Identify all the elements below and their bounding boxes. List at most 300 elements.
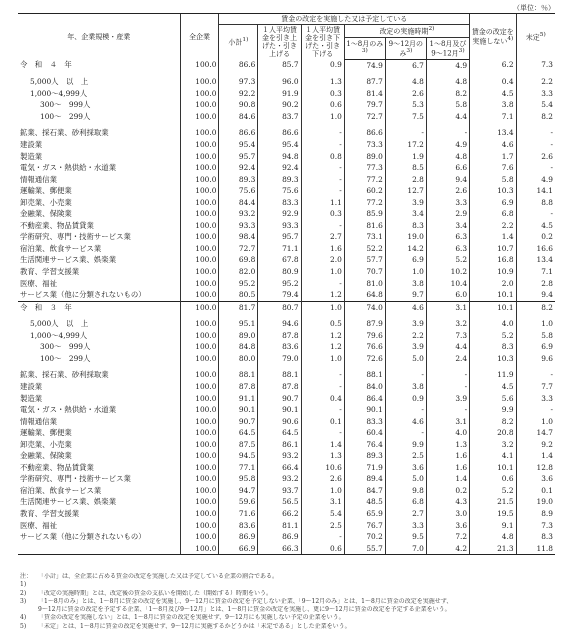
- cell-value: 6.8: [470, 208, 516, 220]
- cell-value: 100.0: [180, 197, 219, 209]
- cell-value: 81.6: [344, 220, 385, 232]
- cell-value: 21.5: [470, 496, 516, 508]
- cell-value: 3.3: [426, 197, 469, 209]
- cell-value: 87.8: [219, 381, 258, 393]
- cell-value: 100.0: [180, 341, 219, 353]
- cell-value: 100.0: [180, 278, 219, 290]
- cell-value: 86.6: [219, 127, 258, 139]
- cell-value: 5.8: [516, 330, 555, 342]
- cell-value: 3.6: [385, 462, 426, 474]
- cell-value: 3.9: [385, 318, 426, 330]
- cell-value: 93.2: [219, 208, 258, 220]
- cell-value: 100.0: [180, 508, 219, 520]
- cell-value: 0.6: [301, 543, 344, 555]
- cell-value: 10.2: [426, 266, 469, 278]
- cell-value: -: [516, 127, 555, 139]
- cell-value: 89.3: [258, 174, 301, 186]
- footnote-key: 3): [20, 597, 27, 605]
- cell-value: 5.3: [385, 99, 426, 111]
- cell-value: 4.8: [385, 76, 426, 88]
- cell-value: 0.8: [301, 151, 344, 163]
- row-label: 鉱業、採石業、砂利採取業: [20, 370, 109, 380]
- cell-value: 79.4: [258, 289, 301, 301]
- table-row: [18, 151, 555, 163]
- cell-value: -: [516, 208, 555, 220]
- cell-value: 89.0: [344, 151, 385, 163]
- cell-value: 0.3: [301, 88, 344, 100]
- cell-value: 95.7: [258, 231, 301, 243]
- row-label: 卸売業、小売業: [20, 197, 72, 207]
- cell-value: 7.7: [516, 381, 555, 393]
- cell-value: 8.8: [516, 197, 555, 209]
- cell-value: 7.5: [385, 111, 426, 123]
- table-row: [18, 473, 555, 485]
- cell-value: 11.8: [516, 543, 555, 555]
- cell-value: 66.2: [258, 508, 301, 520]
- cell-value: 1.6: [426, 450, 469, 462]
- cell-value: 1.0: [301, 111, 344, 123]
- cell-value: 76.7: [344, 520, 385, 532]
- table-row: [18, 174, 555, 186]
- cell-value: 10.3: [470, 185, 516, 197]
- cell-value: -: [301, 369, 344, 381]
- cell-value: 0.3: [301, 208, 344, 220]
- cell-value: 5.0: [385, 353, 426, 365]
- row-label: 生活関連サービス業、娯楽業: [20, 497, 117, 507]
- cell-value: 8.3: [470, 341, 516, 353]
- row-label: 学術研究、専門・技術サービス業: [20, 474, 131, 484]
- cell-value: 94.7: [219, 485, 258, 497]
- cell-value: 84.7: [344, 485, 385, 497]
- cell-value: 95.2: [258, 278, 301, 290]
- cell-value: -: [516, 404, 555, 416]
- cell-value: 86.1: [258, 439, 301, 451]
- cell-value: 93.2: [258, 450, 301, 462]
- cell-value: 5.4: [301, 508, 344, 520]
- cell-value: 3.0: [426, 508, 469, 520]
- footnote: [20, 590, 560, 598]
- cell-value: 72.7: [219, 243, 258, 255]
- row-label: 100～ 299人: [40, 353, 91, 363]
- table-row: [18, 462, 555, 474]
- row-label: 1,000～4,999人: [30, 88, 88, 98]
- header-raise: １人平均賃金を引き上げた・引き上げる: [258, 25, 301, 60]
- row-label: 卸売業、小売業: [20, 439, 72, 449]
- cell-value: 3.4: [385, 208, 426, 220]
- cell-value: -: [301, 174, 344, 186]
- cell-value: 0.4: [470, 76, 516, 88]
- table-row: [18, 439, 555, 451]
- cell-value: 5.8: [470, 174, 516, 186]
- table-row: [18, 330, 555, 342]
- cell-value: 13.4: [470, 127, 516, 139]
- cell-value: 11.9: [470, 369, 516, 381]
- cell-value: 8.2: [470, 416, 516, 428]
- cell-value: 0.9: [385, 393, 426, 405]
- table-row: [18, 208, 555, 220]
- cell-value: 97.3: [219, 76, 258, 88]
- cell-value: 2.6: [426, 185, 469, 197]
- cell-value: 94.6: [258, 318, 301, 330]
- cell-value: 56.5: [258, 496, 301, 508]
- table-row: [18, 231, 555, 243]
- cell-value: 88.1: [344, 369, 385, 381]
- cell-value: -: [301, 185, 344, 197]
- cell-value: 2.8: [385, 174, 426, 186]
- row-label: 建設業: [20, 140, 43, 150]
- cell-value: 100.0: [180, 231, 219, 243]
- cell-value: 1.1: [301, 197, 344, 209]
- cell-value: 3.2: [426, 318, 469, 330]
- row-label: 運輸業、郵便業: [20, 186, 72, 196]
- cell-value: 1.3: [426, 439, 469, 451]
- header-all: 全企業: [180, 14, 219, 60]
- cell-value: 80.5: [219, 289, 258, 301]
- cell-value: 10.1: [470, 289, 516, 301]
- unit-label: （単位：％）: [513, 4, 555, 12]
- row-label: 運輸業、郵便業: [20, 428, 72, 438]
- table-row: [18, 139, 555, 151]
- cell-value: 73.3: [344, 139, 385, 151]
- table-row: [18, 353, 555, 365]
- cell-value: 4.9: [516, 174, 555, 186]
- cell-value: 88.1: [258, 369, 301, 381]
- cell-value: 13.4: [516, 254, 555, 266]
- row-label: 教育、学習支援業: [20, 267, 80, 277]
- row-label: 300～ 999人: [40, 100, 91, 110]
- footnote-key: 2): [20, 589, 27, 597]
- cell-value: 4.6: [470, 139, 516, 151]
- cell-value: 2.5: [385, 450, 426, 462]
- table-row: [18, 543, 555, 555]
- cell-value: 87.5: [219, 439, 258, 451]
- cell-value: 4.3: [426, 496, 469, 508]
- cell-value: 6.2: [470, 59, 516, 71]
- cell-value: 83.3: [258, 197, 301, 209]
- cell-value: 90.2: [258, 99, 301, 111]
- cell-value: 9.8: [385, 485, 426, 497]
- cell-value: 0.2: [516, 231, 555, 243]
- cell-value: 3.8: [470, 99, 516, 111]
- cell-value: 69.8: [219, 254, 258, 266]
- cell-value: 4.8: [426, 151, 469, 163]
- cell-value: 8.2: [516, 111, 555, 123]
- table-row: [18, 197, 555, 209]
- cell-value: 19.0: [516, 496, 555, 508]
- cell-value: 5.6: [470, 393, 516, 405]
- cell-value: 1.6: [426, 462, 469, 474]
- cell-value: 2.7: [301, 231, 344, 243]
- cell-value: 17.2: [385, 139, 426, 151]
- cell-value: 4.4: [426, 111, 469, 123]
- cell-value: 91.1: [219, 393, 258, 405]
- row-label: 令 和 ３ 年: [18, 301, 180, 313]
- header-t3: 1～8月及び9～12月$^{3)}$: [426, 38, 469, 60]
- cell-value: 84.0: [344, 381, 385, 393]
- cell-value: 74.9: [344, 59, 385, 71]
- cell-value: 10.6: [301, 462, 344, 474]
- cell-value: -: [301, 427, 344, 439]
- cell-value: 91.9: [258, 88, 301, 100]
- cell-value: 84.4: [219, 197, 258, 209]
- cell-value: 100.0: [180, 127, 219, 139]
- row-label: 宿泊業、飲食サービス業: [20, 243, 102, 253]
- cell-value: 2.0: [470, 278, 516, 290]
- cell-value: 2.6: [301, 473, 344, 485]
- cell-value: 8.9: [516, 508, 555, 520]
- cell-value: 98.4: [219, 231, 258, 243]
- cell-value: 6.9: [385, 254, 426, 266]
- cell-value: 14.2: [385, 243, 426, 255]
- cell-value: 8.3: [516, 531, 555, 543]
- cell-value: 100.0: [180, 174, 219, 186]
- footnote: [20, 606, 560, 614]
- cell-value: 100.0: [180, 531, 219, 543]
- table-row: [18, 278, 555, 290]
- cell-value: 3.4: [426, 220, 469, 232]
- table-row: [18, 508, 555, 520]
- cell-value: 3.3: [516, 393, 555, 405]
- wage-revision-table: [18, 13, 555, 555]
- cell-value: 74.0: [344, 301, 385, 313]
- cell-value: 100.0: [180, 520, 219, 532]
- cell-value: 4.8: [470, 531, 516, 543]
- row-label: 100～ 299人: [40, 111, 91, 121]
- cell-value: 1.0: [516, 318, 555, 330]
- cell-value: 100.0: [180, 439, 219, 451]
- cell-value: 76.6: [344, 341, 385, 353]
- cell-value: 3.8: [385, 381, 426, 393]
- cell-value: 2.8: [516, 278, 555, 290]
- cell-value: 92.4: [219, 162, 258, 174]
- cell-value: 67.8: [258, 254, 301, 266]
- cell-value: 12.7: [385, 185, 426, 197]
- cell-value: 100.0: [180, 330, 219, 342]
- cell-value: 88.1: [219, 369, 258, 381]
- cell-value: 64.8: [344, 289, 385, 301]
- header-stub: 年、企業規模・産業: [18, 14, 180, 60]
- footnote-key: 注：1): [20, 573, 33, 589]
- cell-value: 52.2: [344, 243, 385, 255]
- cell-value: 95.4: [219, 139, 258, 151]
- cell-value: 9.1: [470, 520, 516, 532]
- row-label: 1,000～4,999人: [30, 330, 88, 340]
- cell-value: 1.3: [301, 450, 344, 462]
- cell-value: 5.8: [426, 99, 469, 111]
- cell-value: 77.3: [344, 162, 385, 174]
- cell-value: 7.3: [516, 520, 555, 532]
- cell-value: 59.6: [219, 496, 258, 508]
- cell-value: 7.3: [426, 330, 469, 342]
- cell-value: 90.8: [219, 99, 258, 111]
- cell-value: 7.3: [516, 59, 555, 71]
- cell-value: 64.5: [258, 427, 301, 439]
- cell-value: -: [516, 139, 555, 151]
- cell-value: 86.6: [219, 59, 258, 71]
- cell-value: 0.2: [426, 485, 469, 497]
- table-row: [18, 99, 555, 111]
- cell-value: 72.6: [344, 353, 385, 365]
- cell-value: 4.1: [470, 450, 516, 462]
- cell-value: -: [385, 127, 426, 139]
- cell-value: 8.2: [426, 88, 469, 100]
- table-row: [18, 531, 555, 543]
- row-label: 学術研究、専門・技術サービス業: [20, 232, 131, 242]
- cell-value: 81.7: [219, 301, 258, 313]
- row-label: 教育、学習支援業: [20, 508, 80, 518]
- cell-value: 1.0: [301, 485, 344, 497]
- cell-value: 100.0: [180, 369, 219, 381]
- cell-value: 3.6: [426, 520, 469, 532]
- cell-value: 96.0: [258, 76, 301, 88]
- row-label: 5,000人 以 上: [30, 77, 89, 87]
- cell-value: 0.6: [470, 473, 516, 485]
- cell-value: 80.0: [219, 353, 258, 365]
- cell-value: 1.0: [516, 416, 555, 428]
- cell-value: 3.9: [385, 197, 426, 209]
- row-label: 医療、福祉: [20, 520, 57, 530]
- cell-value: 3.1: [301, 496, 344, 508]
- cell-value: 86.9: [219, 531, 258, 543]
- cell-value: -: [385, 427, 426, 439]
- cell-value: 90.7: [258, 393, 301, 405]
- cell-value: 2.6: [516, 151, 555, 163]
- row-label: 製造業: [20, 393, 43, 403]
- cell-value: -: [301, 139, 344, 151]
- cell-value: -: [516, 162, 555, 174]
- cell-value: 1.6: [301, 243, 344, 255]
- cell-value: 2.2: [385, 330, 426, 342]
- cell-value: 4.2: [426, 543, 469, 555]
- cell-value: 60.4: [344, 427, 385, 439]
- row-label: 金融業、保険業: [20, 451, 72, 461]
- table-row: [18, 289, 555, 301]
- cell-value: 5.2: [470, 330, 516, 342]
- cell-value: -: [426, 369, 469, 381]
- cell-value: 100.0: [180, 99, 219, 111]
- cell-value: 3.3: [385, 520, 426, 532]
- cell-value: 80.7: [258, 301, 301, 313]
- cell-value: 77.2: [344, 197, 385, 209]
- cell-value: 71.6: [219, 508, 258, 520]
- cell-value: 1.4: [426, 473, 469, 485]
- cell-value: 64.5: [219, 427, 258, 439]
- cell-value: 92.4: [258, 162, 301, 174]
- cell-value: 92.9: [258, 208, 301, 220]
- cell-value: 6.7: [385, 59, 426, 71]
- cell-value: -: [301, 404, 344, 416]
- cell-value: 0.1: [516, 485, 555, 497]
- cell-value: 100.0: [180, 416, 219, 428]
- row-label: 電気・ガス・熱供給・水道業: [20, 163, 117, 173]
- cell-value: 84.8: [219, 341, 258, 353]
- cell-value: 2.9: [426, 208, 469, 220]
- cell-value: 3.9: [385, 341, 426, 353]
- cell-value: 21.3: [470, 543, 516, 555]
- cell-value: 89.3: [344, 450, 385, 462]
- cell-value: 83.6: [219, 520, 258, 532]
- row-label: 医療、福祉: [20, 278, 57, 288]
- footnote: [20, 573, 560, 590]
- cell-value: 66.3: [258, 543, 301, 555]
- cell-value: 6.0: [426, 289, 469, 301]
- cell-value: 90.7: [219, 416, 258, 428]
- table-row: [18, 318, 555, 330]
- cell-value: 10.1: [470, 462, 516, 474]
- table-row: [18, 496, 555, 508]
- cell-value: 0.6: [301, 99, 344, 111]
- cell-value: 77.2: [344, 174, 385, 186]
- row-label: サービス業（他に分類されないもの）: [20, 290, 146, 300]
- cell-value: 85.9: [344, 208, 385, 220]
- cell-value: 1.4: [301, 439, 344, 451]
- cell-value: 3.3: [516, 88, 555, 100]
- cell-value: 76.4: [344, 439, 385, 451]
- cell-value: 60.2: [344, 185, 385, 197]
- cell-value: 3.2: [470, 439, 516, 451]
- cell-value: 6.3: [426, 243, 469, 255]
- cell-value: 10.9: [470, 266, 516, 278]
- table-row: [18, 243, 555, 255]
- cell-value: 100.0: [180, 208, 219, 220]
- row-label: 情報通信業: [20, 416, 57, 426]
- footnote: [20, 598, 560, 606]
- cell-value: 87.7: [344, 76, 385, 88]
- cell-value: 89.3: [219, 174, 258, 186]
- cell-value: 100.0: [180, 88, 219, 100]
- cell-value: 14.7: [516, 427, 555, 439]
- cell-value: 1.0: [301, 301, 344, 313]
- cell-value: 7.1: [516, 266, 555, 278]
- cell-value: 1.2: [301, 330, 344, 342]
- cell-value: 1.4: [470, 231, 516, 243]
- cell-value: 89.0: [219, 330, 258, 342]
- cell-value: 93.3: [219, 220, 258, 232]
- footnote-text: 「改定の実施時期」とは、改定後の賃金の支払いを開始した（開始する）時期をいう。: [38, 589, 273, 597]
- cell-value: 100.0: [180, 318, 219, 330]
- cell-value: 8.5: [385, 162, 426, 174]
- cell-value: 1.2: [301, 341, 344, 353]
- cell-value: 16.8: [470, 254, 516, 266]
- cell-value: 87.9: [344, 318, 385, 330]
- table-header: [18, 14, 555, 60]
- cell-value: 10.4: [426, 278, 469, 290]
- cell-value: 71.1: [258, 243, 301, 255]
- cell-value: 100.0: [180, 462, 219, 474]
- header-none: 賃金の改定を実施しない$^{4)}$: [470, 14, 516, 60]
- table-row: [18, 416, 555, 428]
- cell-value: 0.9: [301, 59, 344, 71]
- table-row: [18, 301, 555, 313]
- cell-value: 100.0: [180, 289, 219, 301]
- footnote-text: 「未定」とは、1～8月に賃金の改定を実施せず、9～12月に実施するかどうかは「未定である」とした企業をいう。: [38, 622, 351, 630]
- table-row: [18, 393, 555, 405]
- cell-value: 66.4: [258, 462, 301, 474]
- cell-value: 10.7: [470, 243, 516, 255]
- cell-value: 75.6: [258, 185, 301, 197]
- cell-value: 0.5: [301, 318, 344, 330]
- cell-value: -: [301, 162, 344, 174]
- cell-value: 1.3: [301, 76, 344, 88]
- cell-value: 92.2: [219, 88, 258, 100]
- cell-value: 4.5: [470, 381, 516, 393]
- table-row: [18, 381, 555, 393]
- cell-value: 80.9: [258, 266, 301, 278]
- cell-value: 100.0: [180, 139, 219, 151]
- header-t1: 1～8月のみ$^{3)}$: [344, 38, 385, 60]
- cell-value: 100.0: [180, 485, 219, 497]
- cell-value: 48.5: [344, 496, 385, 508]
